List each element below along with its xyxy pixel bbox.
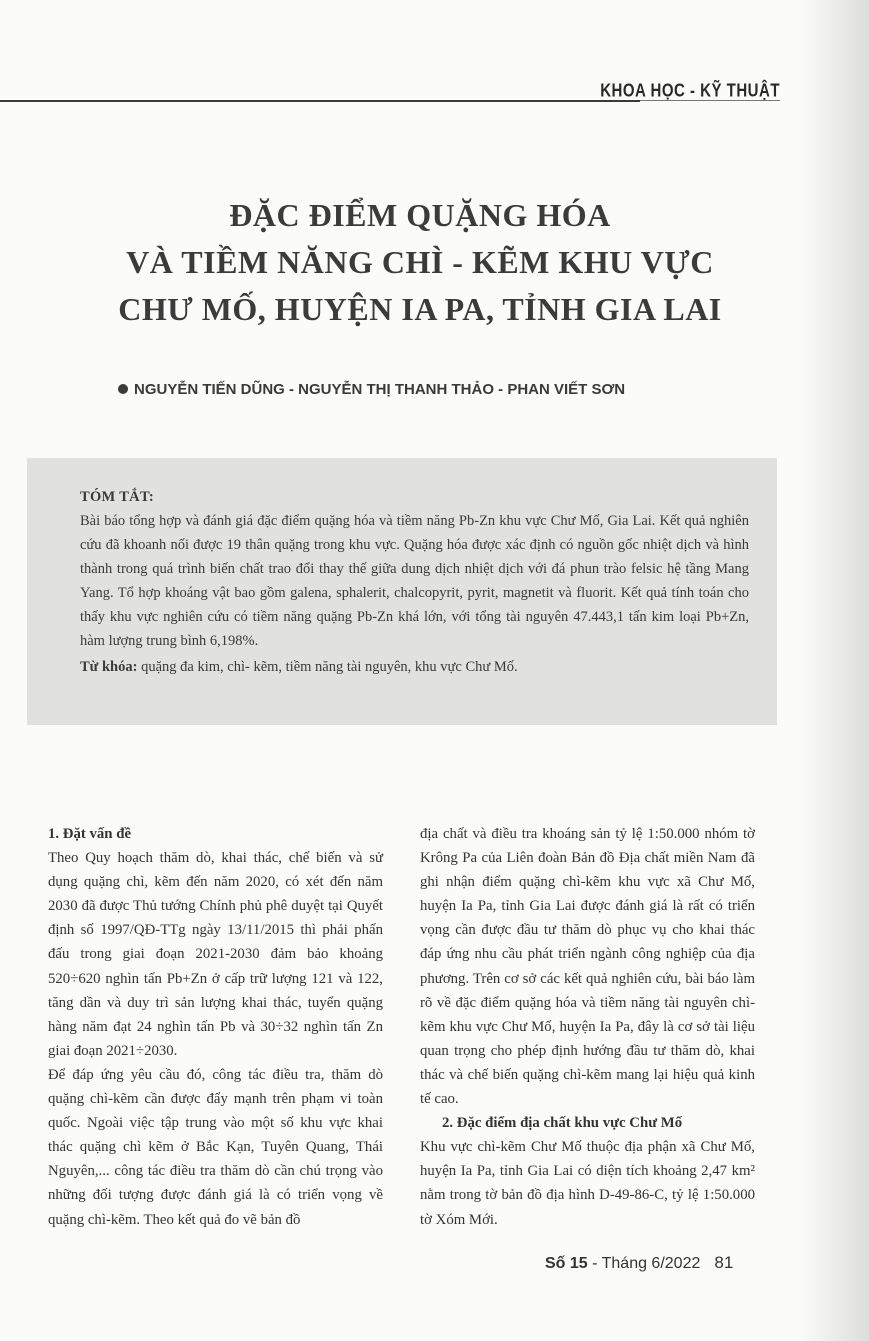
section-1-heading: 1. Đặt vấn đề [48, 826, 132, 842]
keywords-label: Từ khóa: [80, 659, 138, 675]
section-1-paragraph-2-continued: địa chất và điều tra khoáng sản tỷ lệ 1:50.000 nhóm tờ Krông Pa của Liên đoàn Bản đồ Địa chất miền Nam đã ghi nhận điểm quặng chì-kẽm khu vực xã Chư Mố, huyện Ia Pa, tỉnh Gia Lai được đánh giá là rất có triển vọng cần được đầu tư thăm dò phục vụ cho khai thác đáp ứng nhu cầu phát triển ngành công nghiệp của địa phương. Trên cơ sở các kết quả nghiên cứu, bài báo làm rõ về đặc điểm quặng hóa và tiềm năng tài nguyên chì-kẽm khu vực Chư Mố, huyện Ia Pa, đây là cơ sở tài liệu quan trọng cho phép định hướng đầu tư thăm dò, khai thác và chế biến quặng chì-kẽm mang lại hiệu quả kinh tế cao. [420, 826, 755, 1108]
body-column-right [420, 822, 755, 1232]
section-2-heading: 2. Đặc điểm địa chất khu vực Chư Mố [442, 1115, 683, 1132]
author-line [118, 381, 738, 398]
issue-date: - Tháng 6/2022 [587, 1255, 701, 1272]
page-edge-shadow [799, 0, 869, 1341]
keywords-text: quặng đa kim, chì- kẽm, tiềm năng tài nguyên, khu vực Chư Mố. [141, 659, 518, 675]
title-line-3: CHƯ MỐ, HUYỆN IA PA, TỈNH GIA LAI [118, 291, 722, 327]
article-title [40, 192, 800, 333]
header-rule [0, 100, 640, 102]
page-number: 81 [714, 1253, 734, 1272]
abstract-heading: TÓM TẮT: [80, 489, 154, 505]
title-line-1: ĐẶC ĐIỂM QUẶNG HÓA [229, 197, 611, 233]
keywords [80, 655, 749, 679]
body-column-left [48, 822, 383, 1232]
section-2-paragraph-1: Khu vực chì-kẽm Chư Mố thuộc địa phận xã Chư Mố, huyện Ia Pa, tỉnh Gia Lai có diện tích khoảng 2,47 km² nằm trong tờ bản đồ địa hình D-49-86-C, tỷ lệ 1:50.000 tờ Xóm Mới. [420, 1139, 755, 1228]
issue-number: Số 15 [545, 1255, 588, 1272]
page-footer [545, 1253, 785, 1273]
section-1-paragraph-2: Để đáp ứng yêu cầu đó, công tác điều tra, thăm dò quặng chì-kẽm cần được đẩy mạnh trên phạm vi toàn quốc. Ngoài việc tập trung vào một số khu vực khai thác quặng chì kẽm ở Bắc Kạn, Tuyên Quang, Thái Nguyên,... công tác điều tra thăm dò cần chú trọng vào những đối tượng được đánh giá là có triển vọng về quặng chì-kẽm. Theo kết quả đo vẽ bản đồ [48, 1066, 383, 1228]
section-1-paragraph-1: Theo Quy hoạch thăm dò, khai thác, chế biến và sử dụng quặng chì, kẽm đến năm 2020, có xét đến năm 2030 đã được Thủ tướng Chính phủ phê duyệt tại Quyết định số 1997/QĐ-TTg ngày 13/11/2015 thì phải phấn đấu trong giai đoạn 2021-2030 đảm bảo khoảng 520÷620 nghìn tấn Pb+Zn ở cấp trữ lượng 121 và 122, tăng dần và duy trì sản lượng khai thác, tuyển quặng hàng năm đạt 24 nghìn tấn Pb và 30÷32 nghìn tấn Zn giai đoạn 2021÷2030. [48, 850, 383, 1059]
abstract-body: Bài báo tổng hợp và đánh giá đặc điểm quặng hóa và tiềm năng Pb-Zn khu vực Chư Mố, Gia Lai. Kết quả nghiên cứu đã khoanh nối được 19 thân quặng trong khu vực. Quặng hóa được xác định có nguồn gốc nhiệt dịch và hình thành trong quá trình biến chất trao đổi thay thế giữa dung dịch nhiệt dịch với đá phun trào felsic hệ tầng Mang Yang. Tổ hợp khoáng vật bao gồm galena, sphalerit, chalcopyrit, pyrit, magnetit và fluorit. Kết quả tính toán cho thấy khu vực nghiên cứu có tiềm năng quặng Pb-Zn khá lớn, với tổng tài nguyên 47.443,1 tấn kim loại Pb+Zn, hàm lượng trung bình 6,198%. [80, 513, 749, 649]
abstract-box [27, 458, 777, 725]
title-line-2: VÀ TIỀM NĂNG CHÌ - KẼM KHU VỰC [126, 244, 714, 280]
authors: NGUYỄN TIẾN DŨNG - NGUYỄN THỊ THANH THẢO - PHAN VIẾT SƠN [134, 381, 626, 398]
section-label: KHOA HỌC - KỸ THUẬT [600, 80, 780, 102]
bullet-icon [118, 384, 128, 394]
